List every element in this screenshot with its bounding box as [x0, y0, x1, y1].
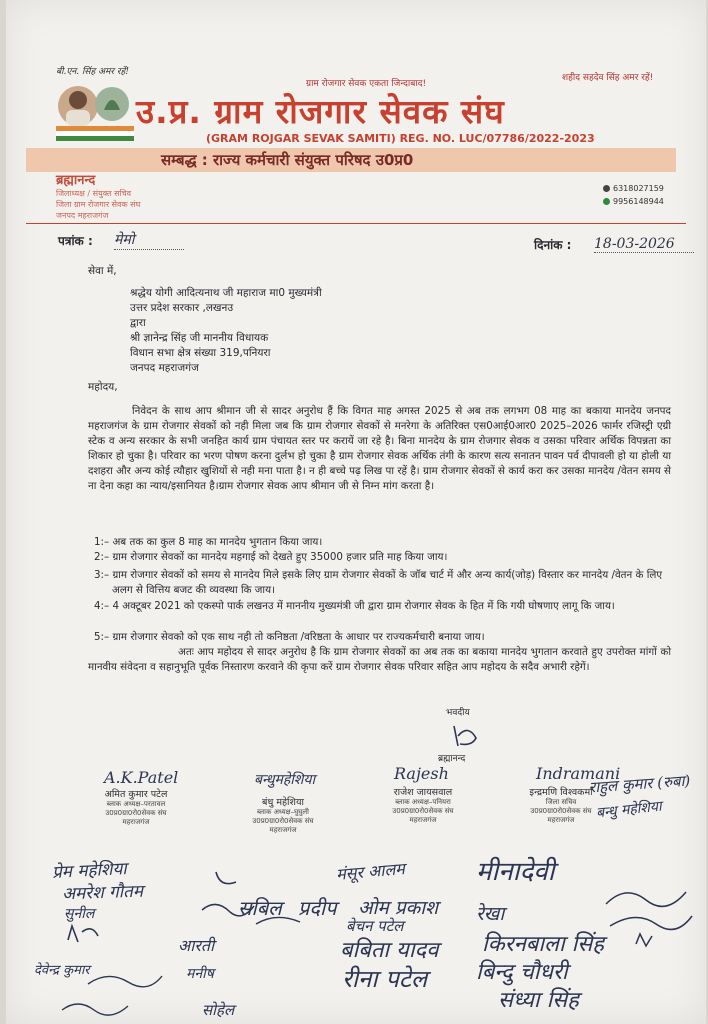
signatory-2-role-2: उ0प्र0ग्रा0रो0सेवक संघ [252, 817, 314, 825]
signatory-4-scribble: Indramani [536, 764, 621, 783]
body-paragraph: निवेदन के साथ आप श्रीमान जी से सादर अनुरोध हैं कि विगत माह अगस्त 2025 से अब तक लगभग 08 माह का बकाया मानदेय जनपद महराजगंज के ग्राम रोजगार सेवकों को नही मिला जब कि ग्राम रोजगार सेवकों से मनरेगा के अतिरिक्त एस0आई0आर0 2025–2026 फार्मर रजिस्ट्री एग्री स्टेक व अन्य सरकार के सभी जनहित कार्य ग्राम पंचायत स्तर पर करायें जा रहे है। बिना मानदेय के ग्राम रोजगार सेवक व उसका परिवार अर्थिक विपन्नता का शिकार हो चुका है। परिवार का भरण पोषण करना दुर्लभ हो चुका है ग्राम रोजगार सेवक अर्थिक तंगी के कारण सत्य सनातन पावन पर्व दीपावली हो या होली या दशहरा और अन्य कोई त्यौहार खुशियों से नही मना पाता है। न ही बच्चे पढ़ लिख पा रहें है। ग्राम रोजगार सेवकों से कार्य करा कर उसका मानदेय /वेतन समय से ना देना कहा का न्याय/इसानियत है।ग्राम रोजगार सेवक आप श्रीमान जी से निम्न मांग करता है। [88, 405, 671, 492]
organization-logo [54, 80, 138, 142]
to-line-2: श्रद्धेय योगी आदित्यनाथ जी महाराज मा0 मुख्यमंत्री [130, 287, 322, 299]
signatory-1-scribble: A.K.Patel [104, 768, 179, 787]
signatory-3-name: राजेश जायसवाल [393, 787, 453, 798]
signatory-4-role-3: महराजगंज [547, 816, 575, 824]
ref-label: पत्रांक : [58, 234, 93, 248]
demand-2: 2:– ग्राम रोजगार सेवकों का मानदेय महगाई को देखते हुए 35000 हजार प्रति माह किया जाय। [94, 551, 448, 563]
affiliation-text: सम्बद्ध : राज्य कर्मचारी संयुक्त परिषद उ0प्र0 [161, 151, 414, 169]
handwritten-signature: प्रेम महेशिया [51, 859, 128, 883]
demand-5: 5:– ग्राम रोजगार सेवको को एक साथ नही तो कनिष्ठता /वरिष्ठता के आधार पर राज्यकर्मचारी बनाया जाय। [94, 631, 485, 643]
handwritten-signature: संध्या सिंह [498, 988, 579, 1013]
signature-scribbles-middle [196, 862, 306, 932]
signatory-2-name: बंधु महेशिया [262, 797, 304, 808]
signatory-4-role-1: जिला सचिव [545, 798, 577, 806]
closing-paragraph: अतः आप महोदय से सादर अनुरोध है कि ग्राम रोजगार सेवकों का अब तक का बकाया मानदेय भुगतान करवाते हुए उपरोक्त मांगों को मानवीय संवेदना व सहानुभूति पूर्वक निस्तारण करवाने की कृपा करें ग्राम रोजगार सेवक परिवार सहित आप महोदय के सदैव अभारी रहेगें। [88, 646, 671, 673]
signatory-3-scribble: Rajesh [394, 764, 449, 783]
sender-name: ब्रह्मानन्द [56, 173, 96, 188]
handwritten-signature: देवेन्द्र कुमार [34, 963, 90, 978]
signatory-1-role-3: महराजगंज [122, 818, 150, 826]
handwritten-signature: रीना पटेल [342, 965, 428, 993]
demand-3: 3:– ग्राम रोजगार सेवकों को समय से मानदेय मिले इसके लिए ग्राम रोजगार सेवकों के जॉब चार्ट में और अन्य कार्य(जोड़) विस्तार कर मानदेय /वेतन के लिए अलग से वित्तिय बजट की व्यवस्था कि जाय। [94, 569, 663, 596]
motto-right: शहीद सहदेव सिंह अमर रहें! [562, 73, 654, 83]
signatory-3 [358, 764, 488, 825]
handwritten-signature: सुनील [64, 906, 95, 922]
handwritten-signature: सबिल [238, 896, 282, 920]
motto-center: ग्राम रोजगार सेवक एकता जिन्दाबाद! [306, 79, 427, 89]
sender-role-2: जिला ग्राम रोजगार सेवक संघ [56, 200, 141, 209]
phone-2: 9956148944 [613, 197, 664, 206]
sign-off: भवदीय [446, 708, 470, 718]
salutation: महोदय, [88, 381, 118, 393]
sender-role-3: जनपद महराजगंज [56, 211, 109, 220]
phone-icon [603, 185, 610, 192]
signature-scribbles-right [596, 874, 696, 954]
handwritten-signature: मनीष [186, 966, 214, 982]
handwritten-signature: किरनबाला सिंह [482, 932, 604, 957]
signatory-1-role-2: उ0प्र0ग्रा0रो0सेवक संघ [105, 809, 167, 817]
signature-scribbles-left [58, 920, 168, 1020]
handwritten-signature: मंसूर आलम [335, 859, 406, 884]
sign-name: ब्रह्मानन्द [438, 754, 466, 764]
phone-block [603, 182, 664, 208]
signatory-1-role-1: ब्लाक अध्यक्ष–परतावल [106, 800, 166, 808]
signatory-2 [218, 770, 348, 835]
signatory-3-role-2: उ0प्र0ग्रा0रो0सेवक संघ [392, 807, 454, 815]
to-line-3: उत्तर प्रदेश सरकार ,लखनउ [130, 302, 234, 314]
handwritten-signature: प्रदीप [298, 896, 337, 920]
date-value: 18-03-2026 [594, 236, 694, 253]
handwritten-signature: बिन्दु चौधरी [476, 960, 568, 985]
phone-1: 6318027159 [613, 184, 664, 193]
handwritten-signature: मीनादेवी [476, 857, 555, 887]
handwritten-signature: अमरेश गौतम [61, 881, 144, 905]
whatsapp-icon [603, 198, 610, 205]
handwritten-signature: राहुल कुमार (रुबा) [588, 771, 691, 797]
signatory-2-role-1: ब्लाक अध्यक्ष–घुघुली [257, 808, 309, 816]
handwritten-signature: बबिता यादव [340, 938, 439, 963]
org-title: उ.प्र. ग्राम रोजगार सेवक संघ [136, 92, 505, 131]
signatory-2-role-3: महराजगंज [269, 826, 297, 834]
signatory-1-name: अमित कुमार पटेल [104, 789, 168, 800]
signatory-3-role-1: ब्लाक अध्यक्ष–पनियरा [395, 798, 451, 806]
sender-role-1: जिलाध्यक्ष / संयुक्त सचिव [56, 189, 132, 198]
to-line-7: जनपद महराजगंज [130, 362, 199, 374]
sender-signature [446, 720, 486, 752]
to-line-6: विधान सभा क्षेत्र संख्या 319,पनियरा [130, 347, 271, 359]
letter-paper [6, 0, 706, 1024]
sender-block [56, 170, 140, 221]
signatory-4-name: इन्द्रमणि विश्वकर्मा [529, 787, 593, 798]
demand-4: 4:– 4 अक्टूबर 2021 को एकस्पो पार्क लखनउ में माननीय मुख्यमंत्री जी द्वारा ग्राम रोजगार सेवक के हित में कि गयी घोषणाए लागू कि जाय। [94, 600, 615, 612]
to-line-5: श्री ज्ञानेन्द्र सिंह जी माननीय विधायक [130, 332, 269, 344]
to-line-4: द्वारा [130, 317, 146, 329]
signatory-4-role-2: उ0प्र0ग्रा0रो0सेवक संघ [530, 807, 592, 815]
handwritten-signature: सोहेल [202, 1001, 235, 1019]
motto-left: बी.एन. सिंह अमर रहें! [56, 67, 129, 77]
handwritten-signature: बेचन पटेल [346, 917, 404, 935]
signatory-2-scribble: बन्धुमहेशिया [254, 772, 316, 788]
handwritten-signature: रेखा [476, 903, 505, 925]
ref-value: मेमो [114, 230, 184, 250]
handwritten-signature: बन्धु महेशिया [595, 798, 663, 822]
demand-1: 1:– अब तक का कुल 8 माह का मानदेय भुगतान किया जाय। [94, 536, 323, 548]
handwritten-signature: ओम प्रकाश [358, 897, 439, 919]
header-divider [26, 223, 686, 224]
to-line-1: सेवा में, [88, 265, 117, 277]
handwritten-signature: आरती [178, 936, 215, 955]
signatory-3-role-3: महराजगंज [409, 816, 437, 824]
date-label: दिनांक : [534, 238, 572, 252]
signatory-1 [76, 768, 196, 827]
org-registration: (GRAM ROJGAR SEVAK SAMITI) REG. NO. LUC/07786/2022-2023 [206, 132, 595, 145]
